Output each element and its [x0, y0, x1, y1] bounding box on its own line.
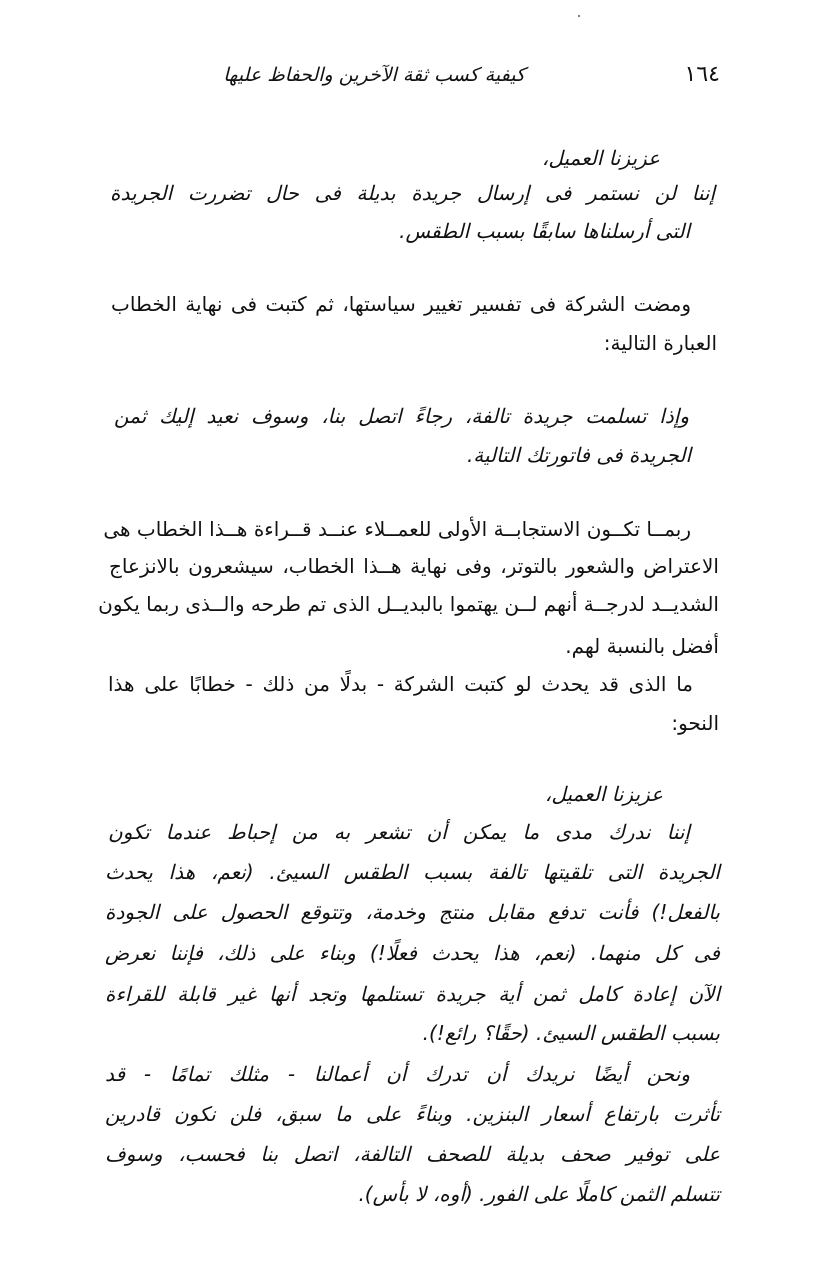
scan-speck	[578, 15, 580, 17]
letter2-line: على توفير صحف بديلة للصحف التالفة، اتصل بنا فحسب، وسوف	[105, 1142, 720, 1166]
letter1-line: إننا لن نستمر فى إرسال جريدة بديلة فى حال تضررت الجريدة	[110, 181, 715, 205]
paragraph2-line: ربمــا تكــون الاستجابــة الأولى للعمــلاء عنــد قــراءة هــذا الخطاب هى	[103, 517, 691, 541]
running-title: كيفية كسب ثقة الآخرين والحفاظ عليها	[223, 64, 525, 86]
letter2-line: تتسلم الثمن كاملًا على الفور. (أوه، لا بأس).	[358, 1182, 720, 1206]
letter2-line: بالفعل!) فأنت تدفع مقابل منتج وخدمة، وتتوقع الحصول على الجودة	[105, 900, 720, 924]
paragraph2-line: أفضل بالنسبة لهم.	[565, 634, 719, 658]
letter2-salutation: عزيزنا العميل،	[544, 782, 663, 806]
page-header	[80, 62, 720, 102]
paragraph2-line: الشديــد لدرجــة أنهم لــن يهتموا بالبديــل الذى تم طرحه والــذى ربما يكون	[98, 592, 719, 616]
quote-line: الجريدة فى فاتورتك التالية.	[466, 443, 691, 467]
letter2-line: تأثرت بارتفاع أسعار البنزين. وبناءً على ما سبق، فلن نكون قادرين	[105, 1102, 720, 1126]
page-number: ١٦٤	[684, 62, 720, 87]
paragraph3-line: النحو:	[671, 711, 719, 735]
letter2-line: فى كل منهما. (نعم، هذا يحدث فعلًا!) وبناء على ذلك، فإننا نعرض	[105, 941, 720, 965]
letter1-salutation: عزيزنا العميل،	[541, 146, 660, 170]
letter2-line: بسبب الطقس السيئ. (حقًا؟ رائع!).	[422, 1021, 720, 1045]
letter2-line: الجريدة التى تلقيتها تالفة بسبب الطقس السيئ. (نعم، هذا يحدث	[105, 860, 720, 884]
letter2-line: إننا ندرك مدى ما يمكن أن تشعر به من إحباط عندما تكون	[108, 820, 690, 844]
letter2-line: الآن إعادة كامل ثمن أية جريدة تستلمها وتجد أنها غير قابلة للقراءة	[105, 982, 720, 1006]
quote-line: وإذا تسلمت جريدة تالفة، رجاءً اتصل بنا، وسوف نعيد إليك ثمن	[114, 404, 689, 428]
paragraph1-line: العبارة التالية:	[603, 331, 717, 355]
letter2-line: ونحن أيضًا نريدك أن تدرك أن أعمالنا - مثلك تمامًا - قد	[105, 1062, 690, 1086]
letter1-line: التى أرسلناها سابقًا بسبب الطقس.	[399, 219, 690, 243]
paragraph2-line: الاعتراض والشعور بالتوتر، وفى نهاية هــذا الخطاب، سيشعرون بالانزعاج	[109, 554, 719, 578]
paragraph3-line: ما الذى قد يحدث لو كتبت الشركة - بدلًا من ذلك - خطابًا على هذا	[108, 672, 693, 696]
paragraph1-line: ومضت الشركة فى تفسير تغيير سياستها، ثم كتبت فى نهاية الخطاب	[111, 292, 691, 316]
